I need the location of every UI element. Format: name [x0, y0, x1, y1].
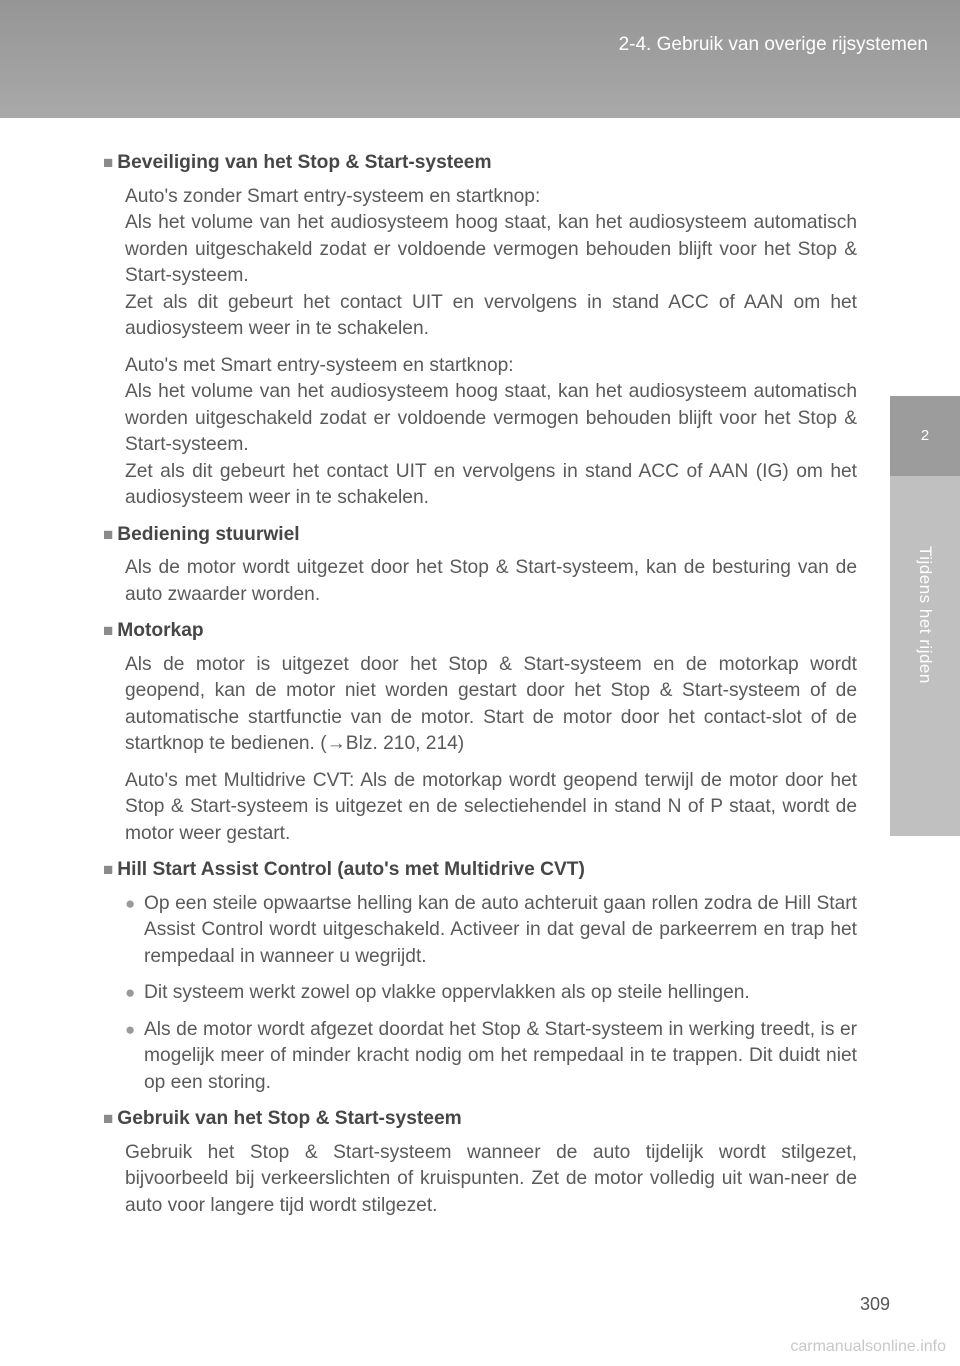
main-content: [103, 150, 857, 1229]
paragraph: Als de motor wordt uitgezet door het Stop & Start-systeem, kan de besturing van de auto zwaarder worden.: [125, 557, 857, 605]
watermark: carmanualsonline.info: [790, 1338, 946, 1355]
square-bullet-icon: ■: [103, 1109, 114, 1128]
circle-bullet-icon: ●: [125, 1019, 136, 1039]
paragraph: Auto's met Multidrive CVT: Als de motorkap wordt geopend terwijl de motor door het Stop & Start-systeem is uitgezet en de selectiehendel in stand N of P staat, wordt de motor weer gestart.: [125, 769, 857, 844]
section-heading: ■ Gebruik van het Stop & Start-systeem: [103, 1108, 462, 1129]
bullet-item: ● Dit systeem werkt zowel op vlakke oppervlakken als op steile hellingen.: [125, 980, 857, 1007]
section-heading: ■ Hill Start Assist Control (auto's met Multidrive CVT): [103, 859, 585, 880]
paragraph: Gebruik het Stop & Start-systeem wanneer de auto tijdelijk wordt stilgezet, bijvoorbeeld bij verkeerslichten of kruispunten. Zet de motor volledig uit wan-neer de auto voor langere tijd wordt stilgezet.: [125, 1141, 857, 1216]
square-bullet-icon: ■: [103, 524, 114, 544]
square-bullet-icon: ■: [103, 621, 114, 640]
side-tab: [890, 476, 960, 836]
bullet-item: ● Als de motor wordt afgezet doordat het Stop & Start-systeem in werking treedt, is er mogelijk meer of minder kracht nodig om het rempedaal in te trappen. Dit duidt niet op een storing.: [125, 1018, 857, 1093]
page-number: 309: [859, 1294, 890, 1314]
page-header: [0, 0, 960, 118]
section-heading: ■ Beveiliging van het Stop & Start-systeem: [103, 152, 492, 173]
paragraph: Als de motor is uitgezet door het Stop & Start-systeem en de motorkap wordt geopend, kan de motor niet worden gestart door het Stop & Start-systeem of de automatische startfunctie van de motor. Start de motor door het contact-slot of de startknop te bedienen. (→Blz. 210, 214): [125, 653, 857, 754]
section-heading: ■ Motorkap: [103, 620, 204, 641]
circle-bullet-icon: ●: [125, 893, 136, 913]
chapter-title: 2-4. Gebruik van overige rijsystemen: [618, 34, 928, 55]
side-tab-number: 2: [890, 396, 960, 476]
paragraph: Auto's zonder Smart entry-systeem en startknop: Als het volume van het audiosysteem hoog staat, kan het audiosysteem automatisch worden uitgeschakeld zodat er voldoende vermogen behouden blijft voor het Stop & Start-systeem. Zet als dit gebeurt het contact UIT en vervolgens in stand ACC of AAN om het audiosysteem weer in te schakelen.: [125, 185, 857, 339]
bullet-item: ● Op een steile opwaartse helling kan de auto achteruit gaan rollen zodra de Hill Start Assist Control wordt uitgeschakeld. Activeer in dat geval de parkeerrem en trap het rempedaal in wanneer u wegrijdt.: [125, 892, 857, 967]
square-bullet-icon: ■: [103, 860, 114, 879]
section-heading: ■ Bediening stuurwiel: [103, 523, 300, 545]
circle-bullet-icon: ●: [125, 983, 136, 1002]
paragraph: Auto's met Smart entry-systeem en startknop: Als het volume van het audiosysteem hoog staat, kan het audiosysteem automatisch worden uitgeschakeld zodat er voldoende vermogen behouden blijft voor het Stop & Start-systeem. Zet als dit gebeurt het contact UIT en vervolgens in stand ACC of AAN (IG) om het audiosysteem weer in te schakelen.: [125, 354, 857, 508]
side-tab-label: Tijdens het rijden: [916, 546, 935, 684]
square-bullet-icon: ■: [103, 153, 114, 172]
